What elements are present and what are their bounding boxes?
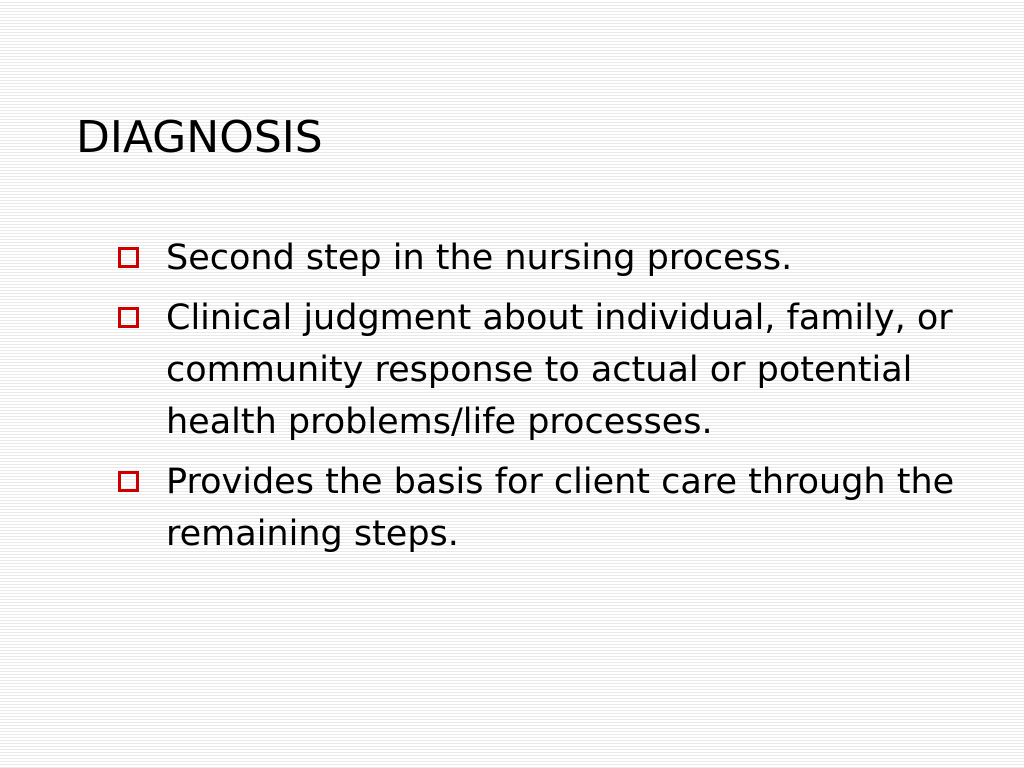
bullet-text: Provides the basis for client care through the remaining steps. — [166, 462, 955, 554]
hollow-square-icon — [118, 247, 139, 268]
bullet-text: Clinical judgment about individual, family, or community response to actual or potential health problems/life processes. — [166, 298, 953, 442]
slide-title: DIAGNOSIS — [76, 112, 323, 163]
hollow-square-icon — [118, 307, 139, 328]
bullet-item — [118, 292, 958, 448]
bullet-item — [118, 232, 958, 284]
bullet-list — [118, 232, 958, 568]
bullet-item — [118, 456, 958, 560]
bullet-text: Second step in the nursing process. — [166, 238, 793, 278]
hollow-square-icon — [118, 471, 139, 492]
